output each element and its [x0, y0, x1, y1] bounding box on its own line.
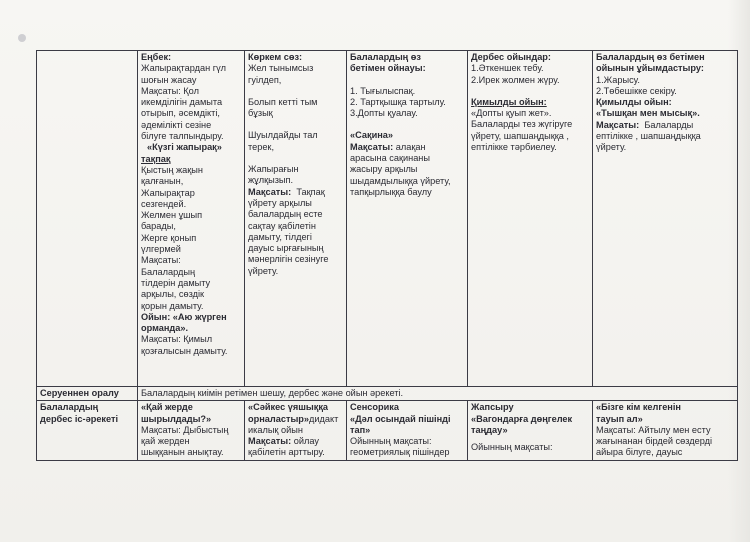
cell-sensorika: Сенсорика «Дәл осындай пішінді тап» Ойынның мақсаты: геометриялық пішіндер	[347, 401, 468, 460]
cell-bizge-kim: «Бізге кім келгенін тауып ал» Мақсаты: Айтылу мен есту жағынанан бірдей сөздерді айыра білуге, дауыс	[593, 401, 738, 460]
enbek-title: Еңбек:	[141, 52, 172, 62]
punch-hole-mark	[18, 34, 26, 42]
song-title: «Күзгі жапырақ»	[147, 142, 222, 153]
walk-return-text: Балалардың киімін ретімен шешу, дербес және ойын әрекеті.	[138, 387, 738, 401]
oz-betimen-title: Балалардың өз	[350, 52, 421, 62]
walk-return-label: Серуеннен оралу	[37, 387, 138, 401]
cell-enbek: Еңбек: Жапырақтардан гүл шоғын жасау Мақсаты: Қол икемділігін дамыта отырып, әсемдікті, әдемілікті сезіне білуге талпындыру. «Күзгі жапырақ» тақпақ Қыстың жақын қалғанын, Жапырақтар сезгендей. Желмен ұшып барады, Жерге қонып үлгермей Мақсаты: Балалардың тілдерін дамыту арқылы, сөздік қорын дамыту. Ойын: «Аю жүрген орманда». Мақсаты: Қимыл қозғалысын дамыту.	[138, 51, 245, 387]
activities-row	[37, 51, 738, 387]
cell-uiymdastyru: Балалардың өз бетімен ойынын ұйымдастыру: 1.Жарысу. 2.Төбешікке секіру. Қимылды ойын: «Тышқан мен мысық». Мақсаты: Балаларды ептілікке , шапшаңдыққа үйрету.	[593, 51, 738, 387]
row-label-empty	[37, 51, 138, 387]
independent-activity-label: Балалардың дербес іс-әрекеті	[37, 401, 138, 460]
cell-zhapsyru: Жапсыру «Вагондарға дөңгелек таңдау» Ойынның мақсаты:	[468, 401, 593, 460]
cell-oz-betimen-oinauy: Балалардың өз бетімен ойнауы: 1. Тығылыспақ. 2. Тартқышқа тартылу. 3.Допты қуалау. «Сақина» Мақсаты: алақан арасына сақинаны жасыру арқылы шыдамдылыққа үйрету, тапқырлыққа баулу	[347, 51, 468, 387]
independent-activity-row	[37, 401, 738, 460]
derbes-title: Дербес ойындар:	[471, 52, 551, 62]
korkem-title: Көркем сөз:	[248, 52, 303, 62]
cell-korkem-soz: Көркем сөз: Жел тынымсыз гуілдеп, Болып кетті тым бұзық Шуылдайды тал терек, Жапырағын жұлқызып. Мақсаты: Тақпақ үйрету арқылы балалардың есте сақтау қабілетін дамыту, тілдегі дауыс ырғағының мәнерлігін сезінуге үйрету.	[245, 51, 347, 387]
cell-kai-zherde: «Қай жерде шырылдады?» Мақсаты: Дыбыстың қай жерден шыққанын анықтау.	[138, 401, 245, 460]
uiymdastyru-title: Балалардың өз бетімен	[596, 52, 705, 62]
cell-derbes-oiyndar: Дербес ойындар: 1.Әткеншек тебу. 2.Ирек жолмен жүру. Қимылды ойын: «Допты қуып жет». Балаларды тез жүгіруге үйрету, шапшаңдыққа , ептілікке тәрбиелеу.	[468, 51, 593, 387]
game-title: Ойын: «Аю жүрген	[141, 311, 227, 322]
schedule-table	[36, 50, 738, 461]
uiymdastyru-game-label: Қимылды ойын:	[596, 97, 672, 108]
cell-saikes-uiashyq: «Сәйкес үяшыққа орналастыр»дидакт икалық ойын Мақсаты: ойлау қабілетін арттыру.	[245, 401, 347, 460]
derbes-game-label: Қимылды ойын:	[471, 96, 547, 107]
walk-return-row	[37, 387, 738, 401]
sakina-title: «Сақина»	[350, 130, 393, 141]
